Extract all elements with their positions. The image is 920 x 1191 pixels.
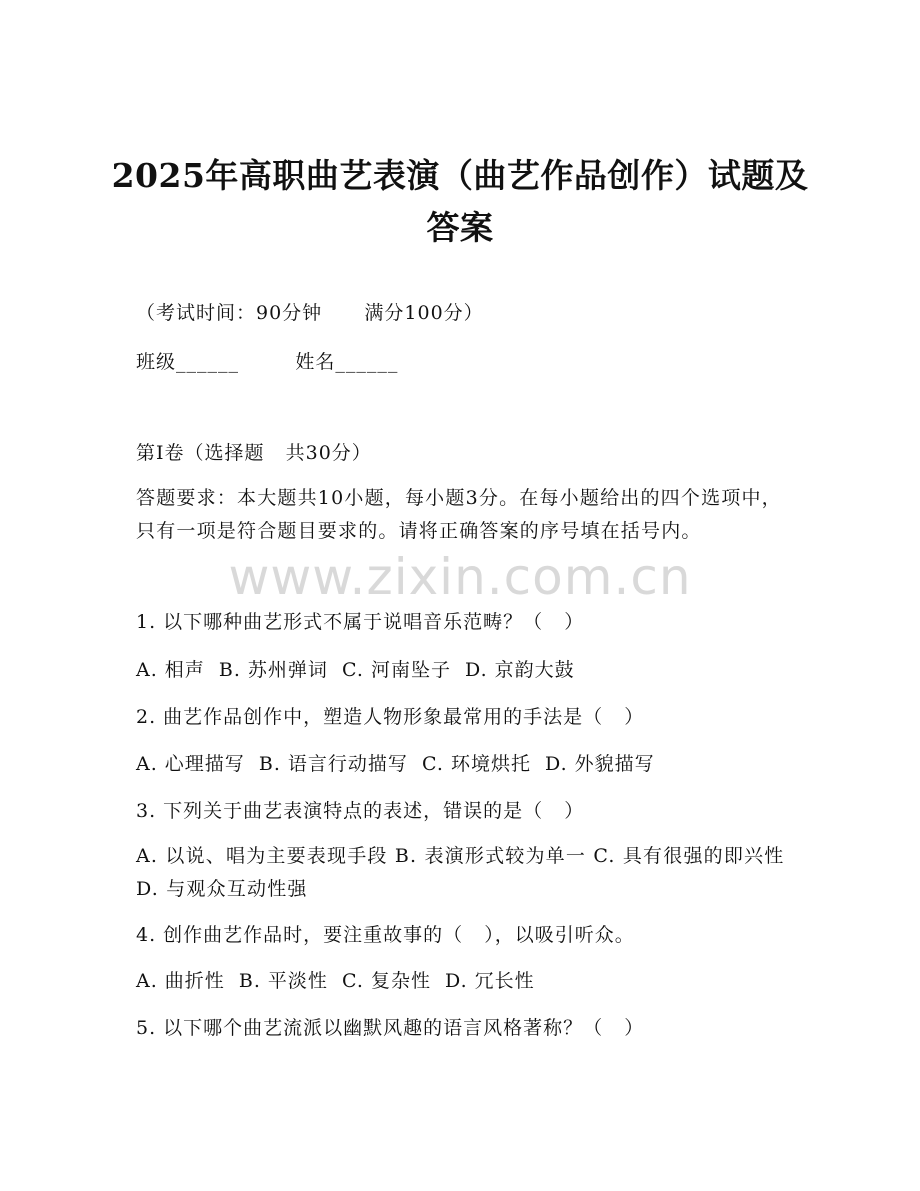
question-4: 4. 创作曲艺作品时，要注重故事的（ ），以吸引听众。 [136,924,635,946]
question-1: 1. 以下哪种曲艺形式不属于说唱音乐范畴？（ ） [136,611,585,633]
question-3: 3. 下列关于曲艺表演特点的表述，错误的是（ ） [136,800,585,822]
question-5: 5. 以下哪个曲艺流派以幽默风趣的语言风格著称？（ ） [136,1017,645,1039]
question-2-options: A. 心理描写 B. 语言行动描写 C. 环境烘托 D. 外貌描写 [136,753,655,775]
student-fields: 班级______ 姓名______ [136,351,399,373]
exam-info: （考试时间：90分钟 满分100分） [136,302,484,324]
question-4-options: A. 曲折性 B. 平淡性 C. 复杂性 D. 冗长性 [136,970,535,992]
watermark-text: www.zixin.com.cn [228,548,692,606]
question-3-options: A. 以说、唱为主要表现手段 B. 表演形式较为单一 C. 具有很强的即兴性 D. 与观众互动性强 [136,845,785,900]
question-2: 2. 曲艺作品创作中，塑造人物形象最常用的手法是（ ） [136,706,645,728]
instructions: 答题要求：本大题共10小题，每小题3分。在每小题给出的四个选项中，只有一项是符合题目要求的。请将正确答案的序号填在括号内。 [136,487,782,542]
question-1-options: A. 相声 B. 苏州弹词 C. 河南坠子 D. 京韵大鼓 [136,659,575,681]
section-title: 第I卷（选择题 共30分） [136,442,372,464]
document-title: 2025年高职曲艺表演（曲艺作品创作）试题及答案 [111,156,809,247]
